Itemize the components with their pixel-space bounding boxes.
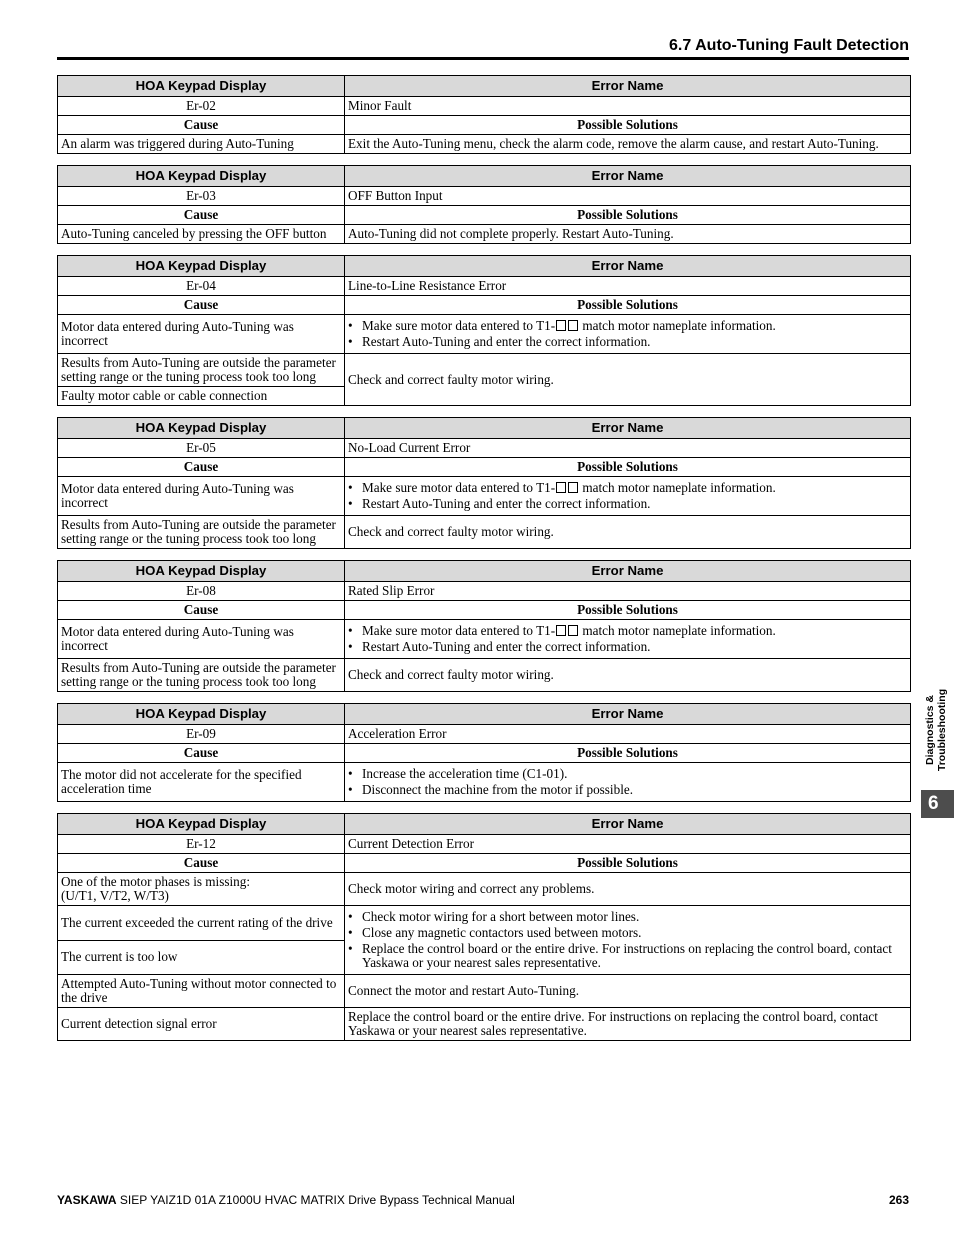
solution-cell: [345, 975, 911, 1008]
page-header: [57, 33, 909, 60]
hoa-keypad-display-header: HOA Keypad Display: [58, 256, 345, 277]
fault-code: Er-04: [58, 277, 345, 296]
solution-text: Replace the control board or the entire drive. For instructions on replacing the control board, contact Yaskawa or your nearest sales representative.: [348, 1009, 878, 1038]
hoa-keypad-display-header: HOA Keypad Display: [58, 561, 345, 582]
cause-header: Cause: [58, 116, 345, 135]
error-name-header: Error Name: [345, 418, 911, 439]
side-tab-line1: Diagnostics &: [924, 695, 936, 766]
solution-cell: [345, 516, 911, 549]
possible-solutions-header: Possible Solutions: [345, 206, 911, 225]
cause-header: Cause: [58, 601, 345, 620]
fault-tables: [57, 75, 910, 1052]
error-name-header: Error Name: [345, 166, 911, 187]
solution-text: Restart Auto-Tuning and enter the correct information.: [362, 334, 651, 349]
solution-cell: [345, 659, 911, 692]
solution-cell: [345, 225, 911, 244]
code-row: [58, 277, 911, 296]
table-row: [58, 620, 911, 659]
table-row: [58, 763, 911, 802]
solution-list: [348, 767, 907, 797]
solution-item: [348, 910, 907, 924]
subheader-row: [58, 744, 911, 763]
table-row: [58, 659, 911, 692]
footer-manual-title: SIEP YAIZ1D 01A Z1000U HVAC MATRIX Drive Bypass Technical Manual: [119, 1193, 515, 1207]
fault-name: Minor Fault: [345, 97, 911, 116]
fault-code: Er-12: [58, 835, 345, 854]
cause-cell: The motor did not accelerate for the specified acceleration time: [58, 763, 345, 802]
fault-table: [57, 255, 911, 406]
cause-cell: Current detection signal error: [58, 1008, 345, 1041]
error-name-header: Error Name: [345, 561, 911, 582]
possible-solutions-header: Possible Solutions: [345, 744, 911, 763]
solution-text: Connect the motor and restart Auto-Tuning.: [348, 983, 579, 998]
table-row: [58, 1008, 911, 1041]
table-row: [58, 975, 911, 1008]
solution-text: Restart Auto-Tuning and enter the correct information.: [362, 496, 651, 511]
solution-text: Auto-Tuning did not complete properly. Restart Auto-Tuning.: [348, 226, 674, 241]
fault-name: Rated Slip Error: [345, 582, 911, 601]
header-row: [58, 76, 911, 97]
solution-cell: [345, 620, 911, 659]
hoa-keypad-display-header: HOA Keypad Display: [58, 704, 345, 725]
code-row: [58, 97, 911, 116]
fault-table: [57, 813, 911, 1041]
header-row: [58, 166, 911, 187]
fault-name: No-Load Current Error: [345, 439, 911, 458]
fault-table: [57, 75, 911, 154]
footer-brand: YASKAWA: [57, 1193, 117, 1207]
header-row: [58, 704, 911, 725]
fault-table: [57, 165, 911, 244]
cause-cell: The current is too low: [58, 940, 345, 975]
solution-cell: [345, 763, 911, 802]
possible-solutions-header: Possible Solutions: [345, 116, 911, 135]
solution-list: [348, 481, 907, 511]
code-row: [58, 582, 911, 601]
solution-cell: [345, 135, 911, 154]
placeholder-box-icon: [556, 320, 566, 331]
header-row: [58, 418, 911, 439]
possible-solutions-header: Possible Solutions: [345, 854, 911, 873]
solution-item: [348, 319, 907, 333]
table-row: [58, 354, 911, 387]
code-row: [58, 835, 911, 854]
solution-cell: [345, 906, 911, 975]
hoa-keypad-display-header: HOA Keypad Display: [58, 814, 345, 835]
error-name-header: Error Name: [345, 814, 911, 835]
page-number: 263: [888, 1193, 909, 1207]
cause-cell: One of the motor phases is missing: (U/T1, V/T2, W/T3): [58, 873, 345, 906]
solution-text: Restart Auto-Tuning and enter the correct information.: [362, 639, 651, 654]
possible-solutions-header: Possible Solutions: [345, 601, 911, 620]
solution-text: Exit the Auto-Tuning menu, check the alarm code, remove the alarm cause, and restart Auto-Tuning.: [348, 136, 879, 151]
cause-cell: Results from Auto-Tuning are outside the parameter setting range or the tuning process took too long: [58, 516, 345, 549]
table-row: [58, 873, 911, 906]
hoa-keypad-display-header: HOA Keypad Display: [58, 76, 345, 97]
solution-item: [348, 783, 907, 797]
cause-cell: Faulty motor cable or cable connection: [58, 387, 345, 406]
page-footer: [57, 1193, 909, 1207]
code-row: [58, 725, 911, 744]
cause-header: Cause: [58, 206, 345, 225]
solution-text: Check and correct faulty motor wiring.: [348, 667, 554, 682]
solution-item: [348, 767, 907, 781]
chapter-tab: 6: [921, 790, 954, 818]
fault-table: [57, 703, 911, 802]
fault-code: Er-02: [58, 97, 345, 116]
solution-text: Check motor wiring and correct any problems.: [348, 881, 595, 896]
fault-code: Er-09: [58, 725, 345, 744]
possible-solutions-header: Possible Solutions: [345, 458, 911, 477]
solution-item: [348, 942, 907, 970]
cause-cell: Auto-Tuning canceled by pressing the OFF button: [58, 225, 345, 244]
solution-item: [348, 624, 907, 638]
subheader-row: [58, 116, 911, 135]
cause-cell: Motor data entered during Auto-Tuning was incorrect: [58, 315, 345, 354]
cause-cell: Results from Auto-Tuning are outside the parameter setting range or the tuning process took too long: [58, 354, 345, 387]
table-row: [58, 225, 911, 244]
error-name-header: Error Name: [345, 256, 911, 277]
possible-solutions-header: Possible Solutions: [345, 296, 911, 315]
hoa-keypad-display-header: HOA Keypad Display: [58, 166, 345, 187]
side-tab-label: [921, 682, 951, 778]
solution-cell: [345, 477, 911, 516]
header-row: [58, 561, 911, 582]
solution-text: Make sure motor data entered to T1-: [362, 480, 556, 495]
section-title: 6.7 Auto-Tuning Fault Detection: [669, 37, 909, 54]
side-tab-line2: Troubleshooting: [936, 688, 948, 772]
subheader-row: [58, 601, 911, 620]
fault-code: Er-05: [58, 439, 345, 458]
fault-code: Er-03: [58, 187, 345, 206]
solution-text: Make sure motor data entered to T1-: [362, 318, 556, 333]
cause-header: Cause: [58, 854, 345, 873]
hoa-keypad-display-header: HOA Keypad Display: [58, 418, 345, 439]
solution-text: match motor nameplate information.: [579, 623, 776, 638]
fault-name: Acceleration Error: [345, 725, 911, 744]
solution-item: [348, 926, 907, 940]
cause-header: Cause: [58, 296, 345, 315]
solution-item: [348, 481, 907, 495]
cause-header: Cause: [58, 458, 345, 477]
fault-table: [57, 560, 911, 692]
solution-list: [348, 624, 907, 654]
cause-cell: Motor data entered during Auto-Tuning was incorrect: [58, 620, 345, 659]
solution-text: Close any magnetic contactors used between motors.: [362, 925, 642, 940]
table-row: [58, 516, 911, 549]
solution-item: [348, 497, 907, 511]
code-row: [58, 439, 911, 458]
fault-name: OFF Button Input: [345, 187, 911, 206]
subheader-row: [58, 854, 911, 873]
table-row: [58, 135, 911, 154]
error-name-header: Error Name: [345, 76, 911, 97]
placeholder-box-icon: [568, 320, 578, 331]
solution-cell: [345, 315, 911, 354]
cause-cell: An alarm was triggered during Auto-Tuning: [58, 135, 345, 154]
header-row: [58, 256, 911, 277]
subheader-row: [58, 458, 911, 477]
solution-text: Check and correct faulty motor wiring.: [348, 524, 554, 539]
placeholder-box-icon: [568, 625, 578, 636]
header-row: [58, 814, 911, 835]
fault-table: [57, 417, 911, 549]
subheader-row: [58, 206, 911, 225]
solution-cell: [345, 354, 911, 406]
error-name-header: Error Name: [345, 704, 911, 725]
placeholder-box-icon: [568, 482, 578, 493]
solution-item: [348, 640, 907, 654]
solution-text: match motor nameplate information.: [579, 318, 776, 333]
cause-cell: Attempted Auto-Tuning without motor connected to the drive: [58, 975, 345, 1008]
table-row: [58, 315, 911, 354]
cause-cell: Results from Auto-Tuning are outside the parameter setting range or the tuning process took too long: [58, 659, 345, 692]
table-row: [58, 477, 911, 516]
fault-name: Current Detection Error: [345, 835, 911, 854]
table-row: [58, 906, 911, 941]
subheader-row: [58, 296, 911, 315]
cause-cell: Motor data entered during Auto-Tuning was incorrect: [58, 477, 345, 516]
solution-text: match motor nameplate information.: [579, 480, 776, 495]
solution-text: Make sure motor data entered to T1-: [362, 623, 556, 638]
cause-header: Cause: [58, 744, 345, 763]
code-row: [58, 187, 911, 206]
fault-name: Line-to-Line Resistance Error: [345, 277, 911, 296]
solution-cell: [345, 1008, 911, 1041]
placeholder-box-icon: [556, 482, 566, 493]
solution-item: [348, 335, 907, 349]
cause-cell: The current exceeded the current rating of the drive: [58, 906, 345, 941]
solution-list: [348, 910, 907, 970]
solution-cell: [345, 873, 911, 906]
solution-text: Disconnect the machine from the motor if possible.: [362, 782, 634, 797]
solution-text: Increase the acceleration time (C1-01).: [362, 766, 568, 781]
solution-list: [348, 319, 907, 349]
placeholder-box-icon: [556, 625, 566, 636]
fault-code: Er-08: [58, 582, 345, 601]
solution-text: Check and correct faulty motor wiring.: [348, 371, 554, 387]
solution-text: Replace the control board or the entire drive. For instructions on replacing the control board, contact Yaskawa or your nearest sales representative.: [362, 941, 892, 970]
solution-text: Check motor wiring for a short between motor lines.: [362, 909, 640, 924]
